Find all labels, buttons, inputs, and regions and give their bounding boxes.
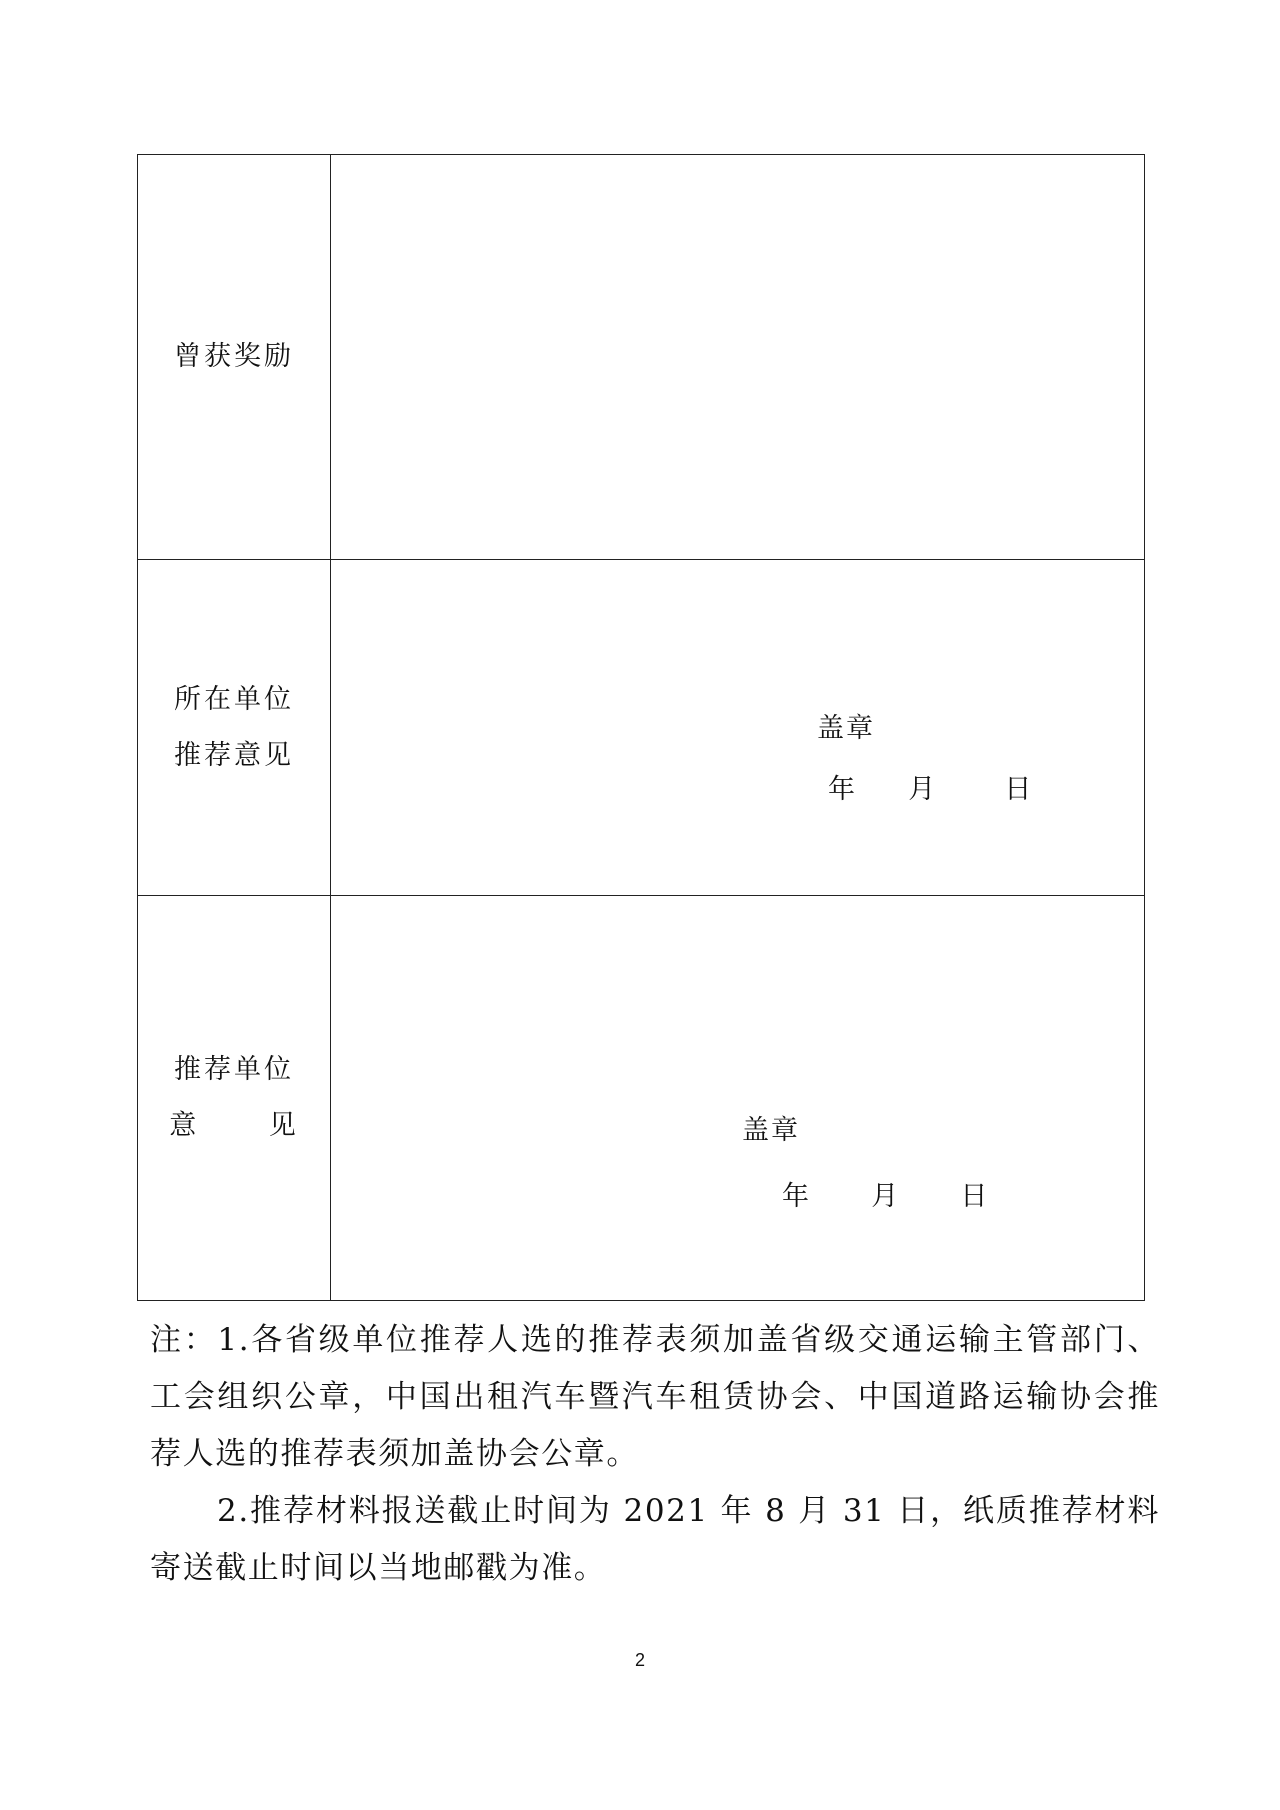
page-number: 2 (634, 1650, 645, 1670)
note-2: 2.推荐材料报送截止时间为 2021 年 8 月 31 日，纸质推荐材料寄送截止时间以当地邮戳为准。 (150, 1493, 1160, 1586)
awards-content-cell[interactable] (331, 155, 1145, 560)
unit-opinion-label-cell (138, 560, 331, 896)
recommender-opinion-label-cell (138, 896, 331, 1301)
recommender-opinion-date (782, 1174, 987, 1213)
unit-opinion-label-line2: 推荐意见 (174, 739, 294, 771)
recommender-opinion-row (138, 896, 1145, 1301)
unit-opinion-date (828, 767, 1031, 806)
unit-opinion-year-label: 年 (828, 774, 855, 805)
awards-label: 曾获奖励 (174, 341, 294, 372)
unit-opinion-row (138, 560, 1145, 896)
recommender-opinion-year-label: 年 (782, 1181, 809, 1212)
recommender-opinion-label-line2: 意 见 (169, 1110, 299, 1141)
unit-opinion-stamp-label: 盖章 (817, 713, 875, 744)
awards-row (138, 155, 1145, 560)
unit-opinion-day-label: 日 (1004, 774, 1032, 805)
recommender-opinion-stamp-label: 盖章 (742, 1115, 800, 1146)
unit-opinion-label-line1: 所在单位 (174, 683, 294, 715)
notes-section (150, 1312, 1160, 1597)
recommender-opinion-label-line1: 推荐单位 (174, 1054, 294, 1085)
recommender-opinion-month-label: 月 (871, 1181, 899, 1212)
unit-opinion-month-label: 月 (908, 774, 936, 805)
unit-opinion-content-cell[interactable] (331, 560, 1145, 896)
note-1: 注：1.各省级单位推荐人选的推荐表须加盖省级交通运输主管部门、工会组织公章，中国出租汽车暨汽车租赁协会、中国道路运输协会推荐人选的推荐表须加盖协会公章。 (150, 1322, 1160, 1472)
recommender-opinion-day-label: 日 (960, 1181, 988, 1212)
awards-label-cell (138, 155, 331, 560)
recommendation-form-table (137, 154, 1145, 1301)
recommender-opinion-content-cell[interactable] (331, 896, 1145, 1301)
